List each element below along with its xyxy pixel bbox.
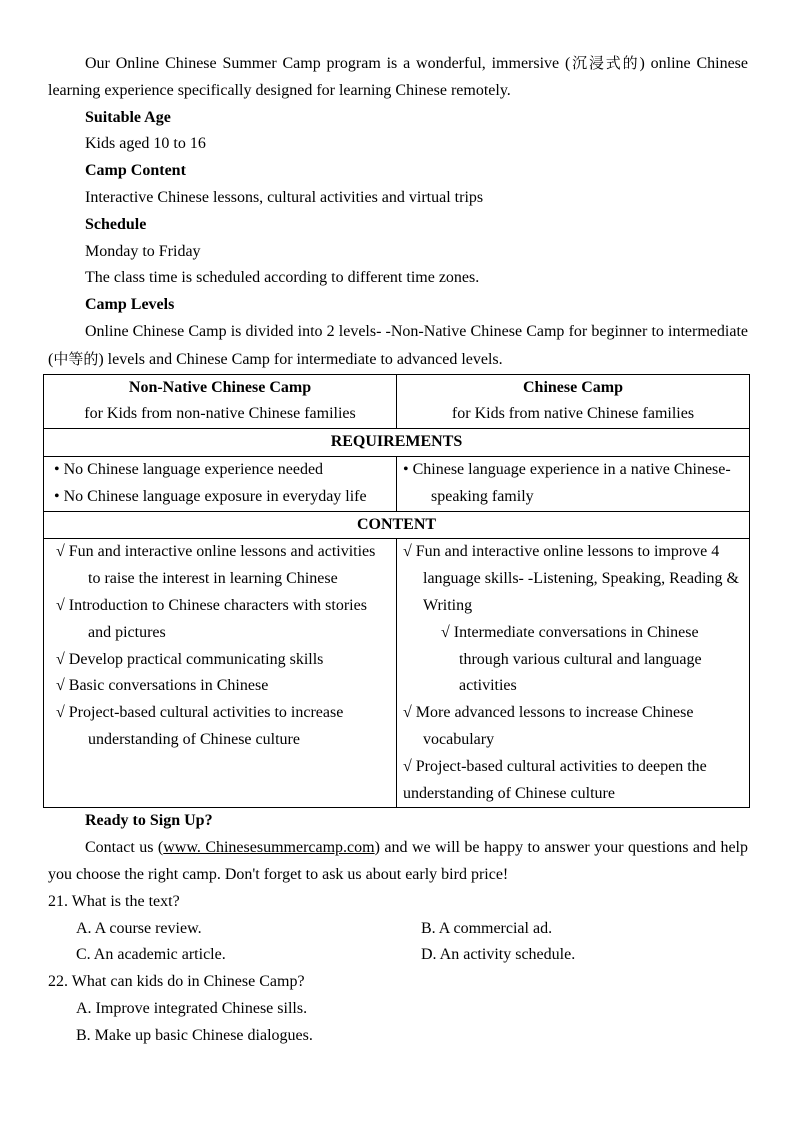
question-21-options-row-2 (48, 942, 748, 969)
signup-text-start: Contact us ( (85, 839, 164, 857)
list-item: • No Chinese language experience needed (54, 460, 324, 478)
camp-content-text: Interactive Chinese lessons, cultural activities and virtual trips (85, 188, 484, 206)
suitable-age-heading: Suitable Age (85, 108, 171, 126)
camp-levels-heading: Camp Levels (85, 296, 175, 314)
intro-text-start: Our Online Chinese Summer Camp program is a wonderful, immersive ( (85, 55, 571, 72)
camp-levels-paragraph (48, 319, 748, 374)
list-item: • No Chinese language exposure in everyday life (54, 487, 367, 505)
list-item: √ Develop practical communicating skills (56, 650, 324, 668)
right-camp-subtitle: for Kids from native Chinese families (451, 405, 695, 423)
levels-text-start: Online Chinese Camp is divided into 2 levels- -Non-Native Chinese Camp for beginner to intermediate ( (48, 322, 748, 368)
signup-heading: Ready to Sign Up? (85, 812, 213, 830)
schedule-days: Monday to Friday (85, 242, 201, 260)
question-22-option-b (48, 1023, 748, 1050)
camp-comparison-table (43, 374, 750, 809)
content-heading-row (44, 511, 750, 539)
schedule-heading: Schedule (85, 215, 147, 233)
option-c: C. An academic article. (76, 946, 226, 964)
question-22-option-a (48, 996, 748, 1023)
chinese-gloss-intermediate: 中等的 (53, 349, 99, 368)
camp-website-link[interactable]: www. Chinesesummercamp.com (163, 839, 375, 857)
list-item: • Chinese language experience in a native Chinese-speaking family (403, 460, 731, 505)
list-item: √ More advanced lessons to increase Chinese vocabulary (403, 704, 694, 748)
question-21-stem: 21. What is the text? (48, 892, 180, 910)
list-item: √ Intermediate conversations in Chinese through various cultural and language activities (441, 623, 702, 695)
levels-text-end: ) levels and Chinese Camp for intermediate to advanced levels. (98, 350, 503, 368)
list-item: √ Project-based cultural activities to increase understanding of Chinese culture (56, 704, 344, 748)
list-item: √ Introduction to Chinese characters with stories and pictures (56, 596, 367, 641)
intro-paragraph (48, 50, 748, 105)
right-camp-title: Chinese Camp (522, 378, 623, 396)
left-column-header (44, 374, 397, 429)
schedule-note: The class time is scheduled according to different time zones. (85, 269, 480, 287)
camp-content-heading: Camp Content (85, 162, 186, 180)
option-a: A. A course review. (76, 919, 202, 937)
requirements-heading: REQUIREMENTS (44, 429, 750, 457)
intro-text-end: ) online Chinese learning experience specifically designed for learning Chinese remotely. (48, 55, 748, 99)
list-item: √ Fun and interactive online lessons to improve 4 language skills- -Listening, Speaking, Reading & Writing (403, 543, 739, 614)
option-b: B. Make up basic Chinese dialogues. (76, 1026, 313, 1044)
right-content (397, 539, 750, 808)
left-camp-title: Non-Native Chinese Camp (128, 378, 312, 396)
question-21-options-row-1 (48, 916, 748, 943)
suitable-age-text: Kids aged 10 to 16 (85, 135, 206, 153)
requirements-row (44, 456, 750, 511)
list-item: √ Basic conversations in Chinese (56, 677, 269, 695)
signup-text-end: ) and we will be happy to answer your questions and help you choose the right camp. Don't forget to ask us about early bird price! (48, 839, 748, 883)
option-b: B. A commercial ad. (421, 919, 553, 937)
content-heading: CONTENT (44, 511, 750, 539)
left-requirements (44, 456, 397, 511)
document-page (48, 50, 748, 1049)
requirements-heading-row (44, 429, 750, 457)
option-a: A. Improve integrated Chinese sills. (76, 999, 308, 1017)
signup-paragraph (48, 835, 748, 889)
right-column-header (397, 374, 750, 429)
table-header-row (44, 374, 750, 429)
left-content (44, 539, 397, 808)
chinese-gloss-immersive: 沉浸式的 (570, 54, 640, 72)
left-camp-subtitle: for Kids from non-native Chinese families (84, 405, 356, 423)
option-d: D. An activity schedule. (421, 946, 576, 964)
right-requirements (397, 456, 750, 511)
question-22-stem: 22. What can kids do in Chinese Camp? (48, 973, 305, 991)
content-row (44, 539, 750, 808)
list-item: √ Project-based cultural activities to deepen the understanding of Chinese culture (403, 757, 707, 802)
list-item: √ Fun and interactive online lessons and activities to raise the interest in learning Chinese (56, 543, 376, 588)
